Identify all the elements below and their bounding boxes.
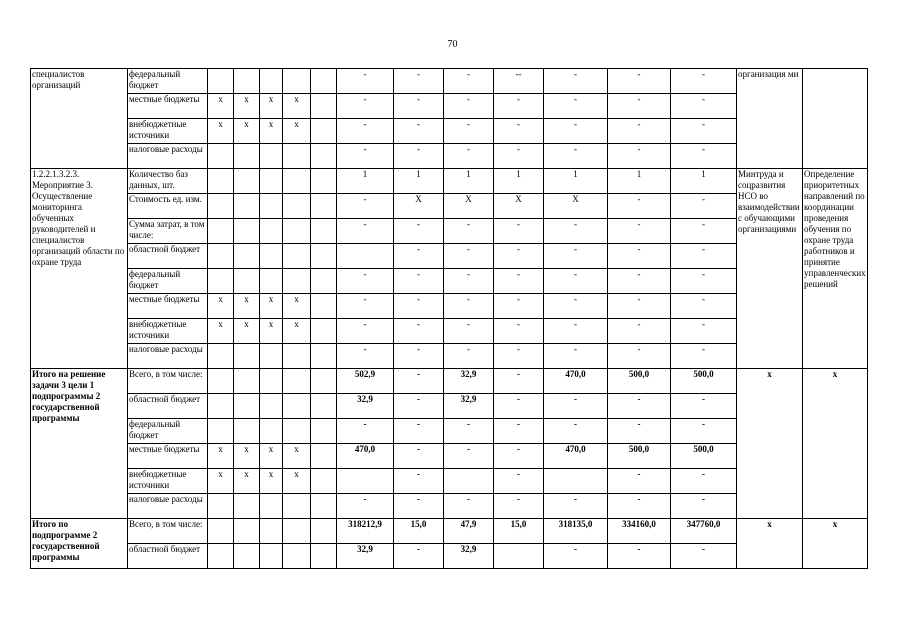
empty-cell xyxy=(311,69,337,94)
source-label-cell: налоговые расходы xyxy=(128,144,208,169)
empty-cell xyxy=(311,494,337,519)
source-label-cell: Стоимость ед. изм. xyxy=(128,194,208,219)
source-label-cell: федеральный бюджет xyxy=(128,419,208,444)
value-cell: 1 xyxy=(494,169,544,194)
mark-cell: x xyxy=(283,319,311,344)
value-cell: - xyxy=(394,319,444,344)
empty-cell xyxy=(311,294,337,319)
value-cell: 470,0 xyxy=(544,369,608,394)
mark-cell xyxy=(234,369,260,394)
mark-cell: x xyxy=(283,444,311,469)
mark-cell xyxy=(208,544,234,569)
value-cell: - xyxy=(608,144,671,169)
value-cell: - xyxy=(671,119,737,144)
value-cell: - xyxy=(494,269,544,294)
mark-cell xyxy=(283,244,311,269)
mark-cell xyxy=(260,69,283,94)
empty-cell xyxy=(311,344,337,369)
result-cell xyxy=(803,69,868,169)
mark-cell xyxy=(283,494,311,519)
value-cell: - xyxy=(671,344,737,369)
empty-cell xyxy=(311,169,337,194)
value-cell: - xyxy=(394,244,444,269)
mark-cell: x xyxy=(234,294,260,319)
mark-cell xyxy=(234,169,260,194)
budget-table xyxy=(30,68,868,569)
value-cell: - xyxy=(671,469,737,494)
mark-cell: x xyxy=(283,469,311,494)
mark-cell xyxy=(234,494,260,519)
mark-cell xyxy=(208,144,234,169)
mark-cell xyxy=(260,194,283,219)
mark-cell xyxy=(234,519,260,544)
value-cell: - xyxy=(444,269,494,294)
value-cell: 502,9 xyxy=(337,369,394,394)
value-cell: - xyxy=(494,494,544,519)
value-cell: 347760,0 xyxy=(671,519,737,544)
value-cell: - xyxy=(394,294,444,319)
value-cell: - xyxy=(444,144,494,169)
value-cell: - xyxy=(394,369,444,394)
value-cell: - xyxy=(494,219,544,244)
mark-cell xyxy=(208,369,234,394)
value-cell xyxy=(444,469,494,494)
empty-cell xyxy=(311,319,337,344)
mark-cell xyxy=(283,344,311,369)
mark-cell xyxy=(234,194,260,219)
mark-cell xyxy=(260,369,283,394)
value-cell: - xyxy=(494,94,544,119)
empty-cell xyxy=(311,419,337,444)
value-cell: X xyxy=(444,194,494,219)
mark-cell: x xyxy=(234,469,260,494)
mark-cell xyxy=(208,194,234,219)
value-cell: - xyxy=(671,294,737,319)
value-cell: - xyxy=(494,444,544,469)
executor-cell: x xyxy=(737,519,803,569)
value-cell: 334160,0 xyxy=(608,519,671,544)
value-cell: - xyxy=(544,94,608,119)
mark-cell xyxy=(283,369,311,394)
value-cell: - xyxy=(337,419,394,444)
value-cell: - xyxy=(608,294,671,319)
value-cell: 318135,0 xyxy=(544,519,608,544)
section-name-cell: 1.2.2.1.3.2.3. Мероприятие 3. Осуществление мониторинга обученных руководителей и специалистов организаций области по охране труда xyxy=(31,169,128,369)
executor-cell: x xyxy=(737,369,803,519)
value-cell: 1 xyxy=(394,169,444,194)
source-label-cell: местные бюджеты xyxy=(128,444,208,469)
source-label-cell: местные бюджеты xyxy=(128,294,208,319)
mark-cell xyxy=(283,169,311,194)
value-cell: - xyxy=(444,119,494,144)
value-cell: X xyxy=(544,194,608,219)
mark-cell xyxy=(208,344,234,369)
value-cell: - xyxy=(394,544,444,569)
mark-cell xyxy=(208,419,234,444)
mark-cell: x xyxy=(234,94,260,119)
value-cell: - xyxy=(444,444,494,469)
empty-cell xyxy=(311,469,337,494)
value-cell: 500,0 xyxy=(608,369,671,394)
source-label-cell: налоговые расходы xyxy=(128,494,208,519)
value-cell: - xyxy=(337,144,394,169)
value-cell: - xyxy=(337,94,394,119)
value-cell: - xyxy=(544,494,608,519)
mark-cell xyxy=(260,494,283,519)
mark-cell xyxy=(234,394,260,419)
mark-cell: x xyxy=(260,294,283,319)
value-cell: - xyxy=(444,94,494,119)
mark-cell xyxy=(283,519,311,544)
mark-cell xyxy=(208,219,234,244)
value-cell: - xyxy=(544,119,608,144)
value-cell: 32,9 xyxy=(444,544,494,569)
source-label-cell: федеральный бюджет xyxy=(128,69,208,94)
mark-cell: x xyxy=(208,119,234,144)
value-cell: 32,9 xyxy=(337,394,394,419)
mark-cell: x xyxy=(234,119,260,144)
mark-cell xyxy=(234,544,260,569)
mark-cell xyxy=(208,169,234,194)
value-cell: - xyxy=(608,69,671,94)
value-cell: - xyxy=(494,344,544,369)
value-cell: - xyxy=(544,269,608,294)
source-label-cell: областной бюджет xyxy=(128,544,208,569)
value-cell: - xyxy=(671,69,737,94)
value-cell: - xyxy=(608,419,671,444)
table-row xyxy=(31,519,868,544)
value-cell: - xyxy=(671,194,737,219)
page-number: 70 xyxy=(447,39,458,50)
value-cell: - xyxy=(608,244,671,269)
value-cell: - xyxy=(494,469,544,494)
value-cell: - xyxy=(444,244,494,269)
value-cell: - xyxy=(444,419,494,444)
value-cell: 32,9 xyxy=(444,394,494,419)
value-cell: - xyxy=(544,219,608,244)
source-label-cell: Количество баз данных, шт. xyxy=(128,169,208,194)
value-cell: - xyxy=(444,494,494,519)
value-cell: - xyxy=(544,69,608,94)
mark-cell xyxy=(208,519,234,544)
value-cell: - xyxy=(394,444,444,469)
empty-cell xyxy=(311,194,337,219)
value-cell: - xyxy=(444,319,494,344)
executor-cell: Минтруда и соцразвития НСО во взаимодействии с обучающими организациями xyxy=(737,169,803,369)
value-cell: - xyxy=(544,294,608,319)
value-cell: - xyxy=(544,244,608,269)
value-cell: 47,9 xyxy=(444,519,494,544)
mark-cell: x xyxy=(208,294,234,319)
value-cell: 1 xyxy=(544,169,608,194)
value-cell: - xyxy=(608,119,671,144)
section-name-cell: специалистов организаций xyxy=(31,69,128,169)
result-cell: x xyxy=(803,369,868,519)
mark-cell xyxy=(234,344,260,369)
table-row xyxy=(31,69,868,94)
mark-cell xyxy=(234,269,260,294)
value-cell: - xyxy=(671,94,737,119)
value-cell: - xyxy=(544,544,608,569)
value-cell: 1 xyxy=(444,169,494,194)
value-cell: - xyxy=(608,494,671,519)
value-cell: - xyxy=(671,494,737,519)
value-cell: - xyxy=(671,269,737,294)
value-cell: - xyxy=(608,219,671,244)
value-cell: 470,0 xyxy=(544,444,608,469)
source-label-cell: Всего, в том числе: xyxy=(128,519,208,544)
source-label-cell: внебюджетные источники xyxy=(128,319,208,344)
empty-cell xyxy=(311,394,337,419)
value-cell: 318212,9 xyxy=(337,519,394,544)
mark-cell xyxy=(208,394,234,419)
value-cell: 500,0 xyxy=(671,369,737,394)
value-cell: - xyxy=(671,244,737,269)
mark-cell: x xyxy=(283,294,311,319)
value-cell: - xyxy=(544,144,608,169)
value-cell: - xyxy=(671,419,737,444)
section-name-cell: Итого на решение задачи 3 цели 1 подпрограммы 2 государственной программы xyxy=(31,369,128,519)
value-cell: - xyxy=(494,244,544,269)
mark-cell xyxy=(234,419,260,444)
value-cell: 1 xyxy=(337,169,394,194)
mark-cell xyxy=(260,244,283,269)
value-cell xyxy=(337,244,394,269)
value-cell: - xyxy=(544,344,608,369)
value-cell: - xyxy=(337,319,394,344)
source-label-cell: налоговые расходы xyxy=(128,344,208,369)
value-cell: - xyxy=(337,294,394,319)
value-cell: - xyxy=(394,419,444,444)
value-cell: 15,0 xyxy=(394,519,444,544)
empty-cell xyxy=(311,544,337,569)
value-cell: - xyxy=(394,69,444,94)
mark-cell: x xyxy=(283,94,311,119)
mark-cell xyxy=(260,344,283,369)
value-cell: - xyxy=(608,344,671,369)
result-cell: x xyxy=(803,519,868,569)
value-cell: 500,0 xyxy=(608,444,671,469)
table-row xyxy=(31,369,868,394)
value-cell: - xyxy=(544,319,608,344)
table-row xyxy=(31,169,868,194)
empty-cell xyxy=(311,244,337,269)
value-cell: - xyxy=(544,394,608,419)
value-cell: 32,9 xyxy=(444,369,494,394)
value-cell: 470,0 xyxy=(337,444,394,469)
value-cell: - xyxy=(394,119,444,144)
mark-cell xyxy=(260,269,283,294)
empty-cell xyxy=(311,269,337,294)
value-cell: - xyxy=(494,294,544,319)
source-label-cell: внебюджетные источники xyxy=(128,469,208,494)
value-cell: 32,9 xyxy=(337,544,394,569)
mark-cell xyxy=(283,544,311,569)
mark-cell: x xyxy=(260,444,283,469)
value-cell: - xyxy=(494,419,544,444)
value-cell: - xyxy=(337,269,394,294)
mark-cell xyxy=(283,69,311,94)
mark-cell: x xyxy=(208,469,234,494)
value-cell: - xyxy=(444,69,494,94)
mark-cell xyxy=(234,219,260,244)
mark-cell: x xyxy=(260,469,283,494)
mark-cell: x xyxy=(208,94,234,119)
value-cell xyxy=(337,469,394,494)
empty-cell xyxy=(311,519,337,544)
mark-cell: x xyxy=(234,444,260,469)
source-label-cell: областной бюджет xyxy=(128,244,208,269)
value-cell: - xyxy=(671,544,737,569)
source-label-cell: федеральный бюджет xyxy=(128,269,208,294)
result-cell: Определение приоритетных направлений по координации проведения обучения по охране труда работников и принятие управленческих решений xyxy=(803,169,868,369)
mark-cell xyxy=(260,419,283,444)
value-cell: - xyxy=(608,319,671,344)
empty-cell xyxy=(311,444,337,469)
value-cell: - xyxy=(337,494,394,519)
mark-cell xyxy=(234,244,260,269)
mark-cell xyxy=(208,244,234,269)
source-label-cell: Всего, в том числе: xyxy=(128,369,208,394)
mark-cell xyxy=(283,194,311,219)
value-cell: - xyxy=(394,469,444,494)
executor-cell: организация ми xyxy=(737,69,803,169)
value-cell xyxy=(544,469,608,494)
mark-cell: x xyxy=(208,319,234,344)
value-cell: - xyxy=(444,294,494,319)
value-cell: - xyxy=(394,394,444,419)
mark-cell: x xyxy=(208,444,234,469)
value-cell: - xyxy=(394,494,444,519)
mark-cell: x xyxy=(260,119,283,144)
empty-cell xyxy=(311,369,337,394)
empty-cell xyxy=(311,94,337,119)
source-label-cell: Сумма затрат, в том числе: xyxy=(128,219,208,244)
value-cell: - xyxy=(608,544,671,569)
mark-cell xyxy=(208,269,234,294)
value-cell: - xyxy=(337,69,394,94)
value-cell: - xyxy=(494,369,544,394)
value-cell: - xyxy=(494,394,544,419)
value-cell: - xyxy=(394,219,444,244)
source-label-cell: областной бюджет xyxy=(128,394,208,419)
value-cell: - xyxy=(494,119,544,144)
value-cell: - xyxy=(608,94,671,119)
value-cell: 500,0 xyxy=(671,444,737,469)
value-cell: - xyxy=(608,469,671,494)
section-name-cell: Итого по подпрограмме 2 государственной программы xyxy=(31,519,128,569)
value-cell: - xyxy=(608,269,671,294)
value-cell: - xyxy=(671,319,737,344)
mark-cell xyxy=(234,69,260,94)
empty-cell xyxy=(311,219,337,244)
value-cell: - xyxy=(394,144,444,169)
value-cell: - xyxy=(608,194,671,219)
mark-cell xyxy=(260,394,283,419)
value-cell: - xyxy=(608,394,671,419)
source-label-cell: внебюджетные источники xyxy=(128,119,208,144)
value-cell xyxy=(494,544,544,569)
value-cell: - xyxy=(337,119,394,144)
mark-cell xyxy=(260,169,283,194)
mark-cell xyxy=(283,419,311,444)
mark-cell xyxy=(260,144,283,169)
empty-cell xyxy=(311,119,337,144)
mark-cell xyxy=(283,269,311,294)
mark-cell: x xyxy=(234,319,260,344)
value-cell: - xyxy=(394,269,444,294)
value-cell: - xyxy=(494,144,544,169)
value-cell: X xyxy=(494,194,544,219)
value-cell: - xyxy=(544,419,608,444)
value-cell: - xyxy=(671,394,737,419)
mark-cell xyxy=(208,494,234,519)
mark-cell: x xyxy=(260,319,283,344)
value-cell: 1 xyxy=(671,169,737,194)
value-cell: - xyxy=(394,344,444,369)
mark-cell: x xyxy=(283,119,311,144)
source-label-cell: местные бюджеты xyxy=(128,94,208,119)
value-cell: - xyxy=(671,219,737,244)
value-cell: - xyxy=(394,94,444,119)
mark-cell xyxy=(283,394,311,419)
mark-cell xyxy=(260,544,283,569)
value-cell: - xyxy=(444,344,494,369)
value-cell: - xyxy=(337,219,394,244)
value-cell: 1 xyxy=(608,169,671,194)
value-cell: - xyxy=(337,194,394,219)
mark-cell xyxy=(260,219,283,244)
mark-cell xyxy=(283,144,311,169)
mark-cell xyxy=(283,219,311,244)
value-cell: - xyxy=(494,319,544,344)
mark-cell xyxy=(234,144,260,169)
mark-cell xyxy=(208,69,234,94)
value-cell: - xyxy=(337,344,394,369)
mark-cell xyxy=(260,519,283,544)
value-cell: 15,0 xyxy=(494,519,544,544)
value-cell: - xyxy=(671,144,737,169)
value-cell: - xyxy=(444,219,494,244)
empty-cell xyxy=(311,144,337,169)
value-cell: X xyxy=(394,194,444,219)
value-cell: -- xyxy=(494,69,544,94)
mark-cell: x xyxy=(260,94,283,119)
